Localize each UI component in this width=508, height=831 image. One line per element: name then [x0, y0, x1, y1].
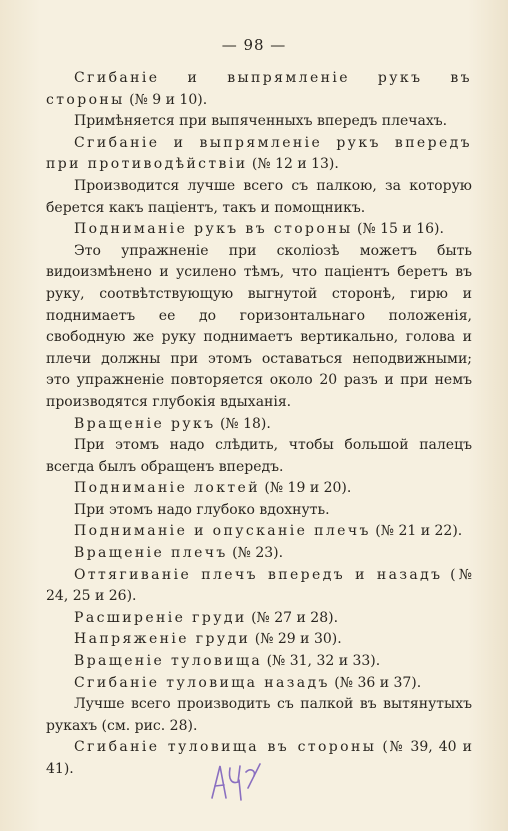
exercise-ref: (№ 31, 32 и 33).: [262, 653, 381, 670]
paragraph: [46, 176, 472, 219]
paragraph: [46, 68, 472, 111]
exercise-title: Подниманіе рукъ въ стороны: [74, 221, 353, 238]
exercise-note: При этомъ надо слѣдить, чтобы большой палецъ всегда былъ обращенъ впередъ.: [46, 437, 472, 475]
exercise-title: Вращеніе туловища: [74, 653, 263, 670]
paragraph: [46, 500, 472, 522]
paragraph: [46, 565, 472, 608]
exercise-ref: (№ 9 и 10).: [124, 91, 208, 108]
paragraph: [46, 111, 472, 133]
page-number: — 98 —: [221, 36, 287, 54]
paragraph: [46, 241, 472, 414]
exercise-title: Сгибаніе туловища назадъ: [74, 674, 330, 691]
paragraph: [46, 608, 472, 630]
exercise-ref: (№ 27 и 28).: [246, 609, 339, 626]
paragraph: [46, 414, 472, 436]
exercise-title: Сгибаніе туловища въ стороны: [74, 739, 377, 756]
exercise-ref: (№ 15 и 16).: [352, 221, 444, 238]
exercise-ref: (№ 12 и 13).: [247, 156, 339, 173]
exercise-note: Лучше всего производить съ палкой въ вытянутыхъ рукахъ (см. рис. 28).: [46, 696, 472, 734]
library-stamp-mark: [208, 758, 264, 804]
paragraph: [46, 478, 472, 500]
exercise-title: Сгибаніе и выпрямленіе рукъ въ стороны: [46, 70, 472, 108]
paragraph: [46, 629, 472, 651]
exercise-note: Производится лучше всего съ палкою, за которую берется какъ паціентъ, такъ и помощникъ.: [46, 177, 472, 216]
exercise-note: Примѣняется при выпяченныхъ впередъ плечахъ.: [74, 113, 448, 130]
page-body: [46, 68, 472, 781]
exercise-ref: (№ 29 и 30).: [250, 631, 342, 648]
paragraph: [46, 543, 472, 565]
exercise-title: Сгибаніе и выпрямленіе рукъ впередъ при противодѣйствіи: [46, 134, 472, 173]
exercise-title: Подниманіе и опусканіе плечъ: [74, 523, 371, 540]
exercise-title: Напряженіе груди: [74, 631, 251, 648]
exercise-ref: (№ 24, 25 и 26).: [46, 566, 472, 605]
exercise-title: Расширеніе груди: [74, 609, 247, 626]
exercise-ref: (№ 18).: [215, 415, 271, 432]
exercise-title: Вращеніе рукъ: [74, 415, 216, 432]
exercise-title: Оттягиваніе плечъ впередъ и назадъ: [74, 566, 443, 583]
exercise-note: При этомъ надо глубоко вдохнуть.: [74, 501, 330, 518]
paragraph: [46, 435, 472, 478]
exercise-note: Это упражненіе при сколіозѣ можетъ быть видоизмѣнено и усилено тѣмъ, что паціентъ беретъ въ руку, соотвѣтствующую выгнутой сторонѣ, гирю и поднимаетъ ее до горизонтальнаго положенія, свободную же руку поднимаетъ вертикально, голова и плечи должны при этомъ оставаться неподвижными; это упражненіе повторяется около 20 разъ и при немъ производятся глубокія вдыханія.: [46, 242, 472, 410]
exercise-ref: (№ 19 и 20).: [259, 480, 352, 497]
paragraph: [46, 133, 472, 176]
exercise-ref: (№ 21 и 22).: [370, 523, 463, 540]
paragraph: [46, 521, 472, 543]
exercise-ref: (№ 36 и 37).: [329, 674, 422, 691]
exercise-ref: (№ 39, 40 и 41).: [46, 739, 472, 777]
paragraph: [46, 673, 472, 695]
paragraph: [46, 219, 472, 241]
paragraph: [46, 694, 472, 737]
exercise-title: Подниманіе локтей: [74, 480, 260, 497]
exercise-title: Вращеніе плечъ: [74, 545, 228, 562]
paragraph: [46, 651, 472, 673]
exercise-ref: (№ 23).: [227, 545, 284, 562]
